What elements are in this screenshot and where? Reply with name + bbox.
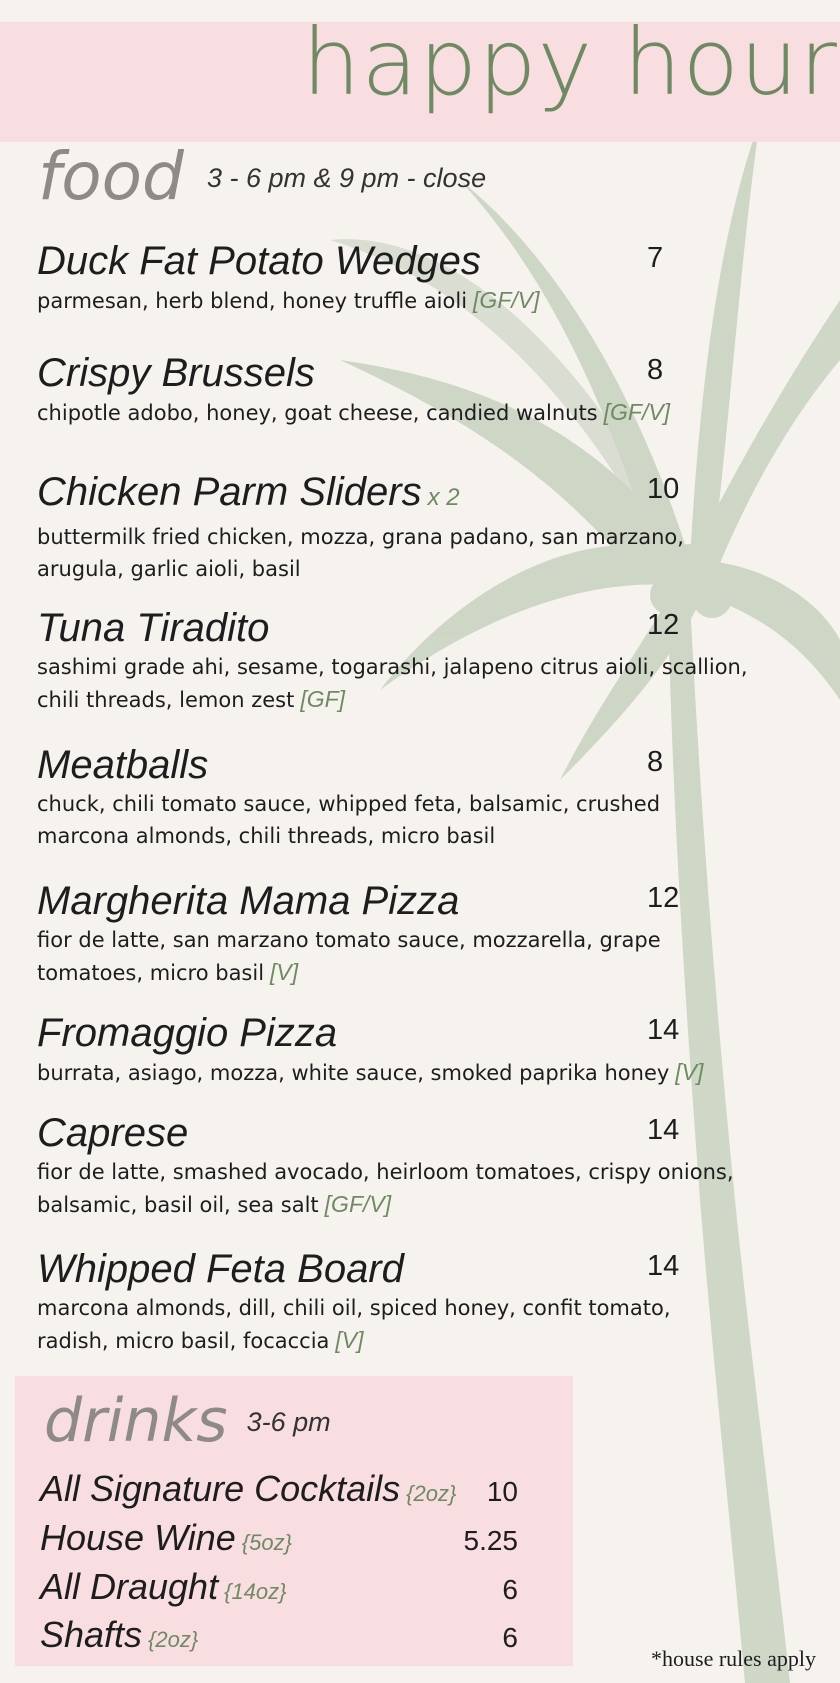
item-description: parmesan, herb blend, honey truffle aioli [GF/V]: [37, 287, 540, 313]
drink-size: {2oz}: [148, 1627, 199, 1652]
menu-item: [37, 742, 832, 852]
item-price: 12: [647, 609, 680, 641]
drink-size: {5oz}: [241, 1530, 292, 1555]
item-name: Duck Fat Potato Wedges: [37, 239, 481, 283]
item-description: chipotle adobo, honey, goat cheese, candied walnuts [GF/V]: [37, 399, 671, 425]
dietary-tag: [GF]: [300, 686, 346, 712]
food-hours: 3 - 6 pm & 9 pm - close: [206, 163, 487, 193]
drink-name: House Wine: [40, 1517, 236, 1558]
menu-item: [37, 1110, 832, 1221]
dietary-tag: [GF/V]: [473, 287, 540, 313]
menu-item: [37, 605, 832, 716]
item-price: 14: [647, 1014, 680, 1046]
item-description: fior de latte, san marzano tomato sauce, mozzarella, grape tomatoes, micro basil [V]: [37, 928, 661, 985]
menu-item: [37, 1010, 832, 1089]
drink-name: All Signature Cocktails: [40, 1468, 401, 1509]
drinks-heading: drinks: [44, 1386, 228, 1456]
menu-item: [37, 350, 832, 429]
item-price: 14: [647, 1250, 680, 1282]
item-name: Meatballs: [37, 743, 209, 787]
food-heading: food: [38, 138, 184, 215]
item-price: 12: [647, 882, 680, 914]
drink-item: [40, 1517, 560, 1563]
dietary-tag: [V]: [270, 959, 299, 985]
item-price: 14: [647, 1114, 680, 1146]
drink-item: [40, 1566, 560, 1612]
item-name: Caprese: [37, 1111, 189, 1155]
item-description: fior de latte, smashed avocado, heirloom tomatoes, crispy onions, balsamic, basil oil, sea salt [GF/V]: [37, 1160, 734, 1217]
item-description: marcona almonds, dill, chili oil, spiced honey, confit tomato, radish, micro basil, focaccia [V]: [37, 1296, 671, 1353]
menu-item: [37, 1246, 832, 1357]
menu-item: [37, 878, 832, 989]
food-section-heading: [38, 138, 486, 215]
menu-item: [37, 469, 832, 585]
item-quantity: x 2: [427, 484, 460, 511]
house-rules-note: *house rules apply: [651, 1646, 816, 1671]
item-price: 7: [647, 242, 664, 274]
drinks-section-heading: [44, 1386, 331, 1456]
drink-size: {2oz}: [406, 1481, 457, 1506]
drink-price: 6: [502, 1574, 518, 1605]
dietary-tag: [V]: [335, 1327, 364, 1353]
drink-name: Shafts: [40, 1614, 143, 1655]
item-price: 10: [647, 473, 680, 505]
item-description: burrata, asiago, mozza, white sauce, smoked paprika honey [V]: [37, 1059, 704, 1085]
drink-item: [40, 1468, 560, 1514]
drink-price: 5.25: [463, 1525, 518, 1556]
item-description: buttermilk fried chicken, mozza, grana padano, san marzano, arugula, garlic aioli, basil: [37, 525, 684, 581]
item-price: 8: [647, 746, 664, 778]
item-name: Chicken Parm Sliders x 2: [37, 470, 460, 514]
item-description: sashimi grade ahi, sesame, togarashi, jalapeno citrus aioli, scallion, chili threads, lemon zest [GF]: [37, 655, 748, 712]
item-name: Whipped Feta Board: [37, 1247, 404, 1291]
drink-price: 10: [486, 1476, 518, 1507]
drink-size: {14oz}: [224, 1579, 287, 1604]
menu-item: [37, 238, 832, 317]
drinks-hours: 3-6 pm: [246, 1407, 331, 1437]
item-description: chuck, chili tomato sauce, whipped feta, balsamic, crushed marcona almonds, chili threads, micro basil: [37, 792, 661, 848]
drink-name: All Draught: [40, 1566, 219, 1607]
drink-price: 6: [502, 1622, 518, 1653]
dietary-tag: [GF/V]: [324, 1191, 392, 1217]
item-name: Margherita Mama Pizza: [37, 879, 460, 923]
dietary-tag: [GF/V]: [603, 399, 671, 425]
item-name: Crispy Brussels: [37, 351, 315, 395]
item-name: Fromaggio Pizza: [37, 1011, 338, 1055]
item-name: Tuna Tiradito: [37, 606, 270, 650]
dietary-tag: [V]: [675, 1059, 704, 1085]
item-price: 8: [647, 354, 664, 386]
page-title: happy hour: [302, 9, 838, 116]
drink-item: [40, 1614, 560, 1660]
